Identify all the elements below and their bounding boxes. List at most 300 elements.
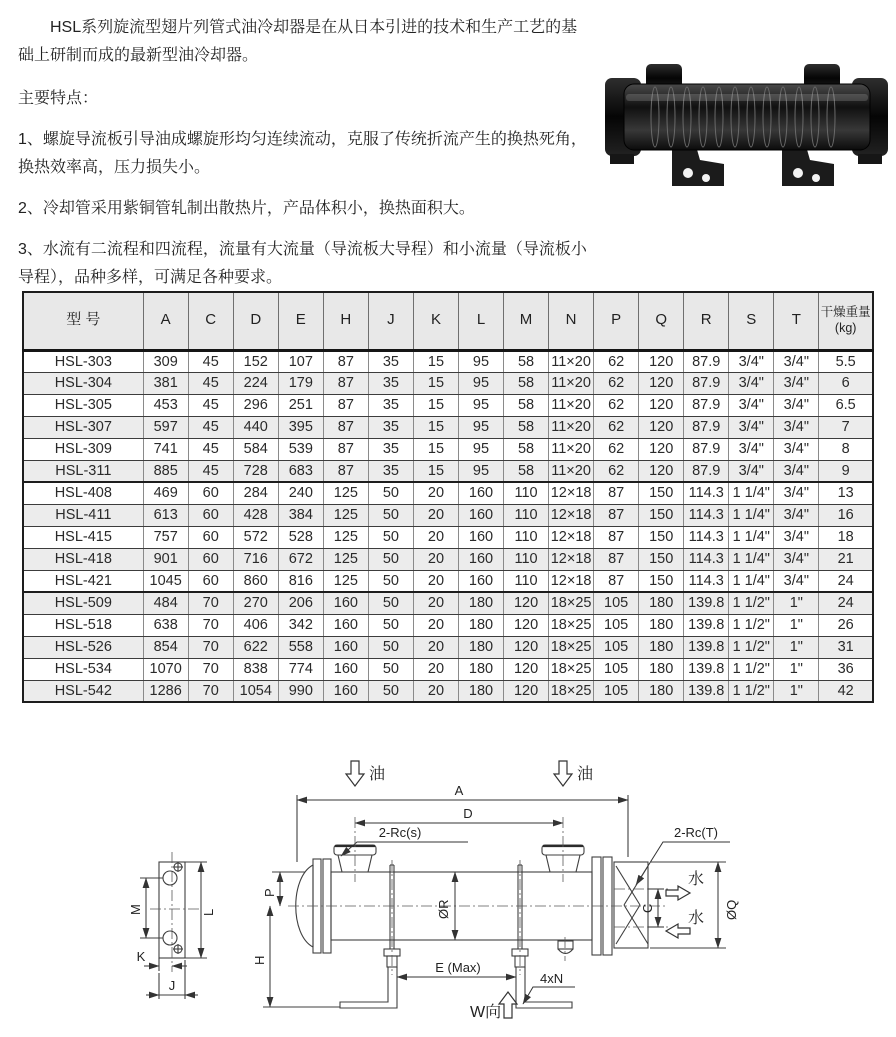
- value-cell: 42: [819, 680, 873, 702]
- value-cell: 18×25: [549, 658, 594, 680]
- value-cell: 990: [278, 680, 323, 702]
- value-cell: 58: [504, 350, 549, 372]
- feature-item-2: 2、冷却管采用紫铜管轧制出散热片，产品体积小，换热面积大。: [18, 200, 475, 217]
- model-cell: HSL-421: [23, 570, 143, 592]
- table-row: [23, 438, 873, 460]
- value-cell: 58: [504, 438, 549, 460]
- value-cell: 1286: [143, 680, 188, 702]
- value-cell: 757: [143, 526, 188, 548]
- main-side-view: [288, 817, 668, 1008]
- value-cell: 95: [458, 372, 503, 394]
- value-cell: 50: [368, 526, 413, 548]
- value-cell: 180: [639, 614, 684, 636]
- value-cell: 87.9: [684, 438, 729, 460]
- value-cell: 139.8: [684, 592, 729, 614]
- value-cell: 572: [233, 526, 278, 548]
- value-cell: 125: [323, 504, 368, 526]
- value-cell: 36: [819, 658, 873, 680]
- value-cell: 622: [233, 636, 278, 658]
- value-cell: 15: [413, 394, 458, 416]
- product-photo: [600, 56, 893, 202]
- value-cell: 139.8: [684, 680, 729, 702]
- value-cell: 1 1/4": [729, 482, 774, 504]
- value-cell: 105: [594, 636, 639, 658]
- table-row: [23, 482, 873, 504]
- value-cell: 1 1/4": [729, 548, 774, 570]
- value-cell: 15: [413, 460, 458, 482]
- value-cell: 50: [368, 614, 413, 636]
- value-cell: 1 1/2": [729, 680, 774, 702]
- value-cell: 125: [323, 548, 368, 570]
- value-cell: 20: [413, 614, 458, 636]
- value-cell: 8: [819, 438, 873, 460]
- value-cell: 120: [504, 680, 549, 702]
- end-view: [128, 852, 216, 999]
- value-cell: 160: [458, 482, 503, 504]
- table-row: [23, 350, 873, 372]
- value-cell: 3/4": [729, 460, 774, 482]
- water-label: 水: [688, 910, 705, 927]
- value-cell: 16: [819, 504, 873, 526]
- value-cell: 18: [819, 526, 873, 548]
- value-cell: 60: [188, 548, 233, 570]
- value-cell: 58: [504, 416, 549, 438]
- port-t-label: 2-Rc(T): [673, 825, 719, 840]
- value-cell: 35: [368, 416, 413, 438]
- value-cell: 125: [323, 526, 368, 548]
- column-header: J: [368, 292, 413, 350]
- value-cell: 160: [458, 548, 503, 570]
- column-header: N: [549, 292, 594, 350]
- dim-e: [397, 960, 516, 977]
- table-row: [23, 416, 873, 438]
- value-cell: 87: [594, 526, 639, 548]
- value-cell: 885: [143, 460, 188, 482]
- value-cell: 95: [458, 350, 503, 372]
- value-cell: 716: [233, 548, 278, 570]
- value-cell: 35: [368, 350, 413, 372]
- table-row: [23, 636, 873, 658]
- table-row: [23, 372, 873, 394]
- value-cell: 35: [368, 394, 413, 416]
- oil-cooler-photo-drawing: [600, 56, 893, 202]
- value-cell: 1 1/2": [729, 636, 774, 658]
- value-cell: 816: [278, 570, 323, 592]
- value-cell: 87: [594, 570, 639, 592]
- value-cell: 62: [594, 460, 639, 482]
- value-cell: 860: [233, 570, 278, 592]
- model-cell: HSL-304: [23, 372, 143, 394]
- value-cell: 1 1/2": [729, 592, 774, 614]
- dim-q-label: ØQ: [724, 899, 739, 920]
- value-cell: 3/4": [729, 372, 774, 394]
- description-block: [18, 14, 590, 292]
- value-cell: 5.5: [819, 350, 873, 372]
- value-cell: 1 1/4": [729, 570, 774, 592]
- value-cell: 1": [774, 592, 819, 614]
- model-cell: HSL-311: [23, 460, 143, 482]
- value-cell: 20: [413, 636, 458, 658]
- value-cell: 45: [188, 438, 233, 460]
- model-column-header: 型 号: [23, 292, 143, 350]
- value-cell: 18×25: [549, 614, 594, 636]
- dim-m: [128, 878, 163, 938]
- value-cell: 50: [368, 658, 413, 680]
- value-cell: 20: [413, 658, 458, 680]
- value-cell: 180: [458, 680, 503, 702]
- value-cell: 638: [143, 614, 188, 636]
- value-cell: 528: [278, 526, 323, 548]
- value-cell: 150: [639, 548, 684, 570]
- column-header: Q: [639, 292, 684, 350]
- value-cell: 20: [413, 548, 458, 570]
- table-row: [23, 592, 873, 614]
- column-header: K: [413, 292, 458, 350]
- value-cell: 95: [458, 416, 503, 438]
- value-cell: 120: [504, 636, 549, 658]
- value-cell: 150: [639, 526, 684, 548]
- table-header-row: [23, 292, 873, 350]
- dim-j-label: J: [168, 978, 176, 993]
- value-cell: 70: [188, 636, 233, 658]
- value-cell: 24: [819, 592, 873, 614]
- value-cell: 110: [504, 526, 549, 548]
- value-cell: 12×18: [549, 526, 594, 548]
- value-cell: 110: [504, 504, 549, 526]
- column-header: M: [504, 292, 549, 350]
- value-cell: 484: [143, 592, 188, 614]
- value-cell: 70: [188, 658, 233, 680]
- model-cell: HSL-309: [23, 438, 143, 460]
- value-cell: 395: [278, 416, 323, 438]
- value-cell: 584: [233, 438, 278, 460]
- value-cell: 120: [639, 416, 684, 438]
- oil-inlet-right: [554, 761, 593, 786]
- value-cell: 3/4": [774, 350, 819, 372]
- column-header: T: [774, 292, 819, 350]
- water-left-arrow-icon: [666, 924, 690, 938]
- value-cell: 672: [278, 548, 323, 570]
- small-hole-marks: [173, 862, 183, 954]
- model-cell: HSL-526: [23, 636, 143, 658]
- value-cell: 20: [413, 570, 458, 592]
- value-cell: 428: [233, 504, 278, 526]
- spec-table: [22, 291, 874, 703]
- value-cell: 24: [819, 570, 873, 592]
- table-row: [23, 526, 873, 548]
- value-cell: 160: [458, 526, 503, 548]
- value-cell: 1": [774, 658, 819, 680]
- column-header: C: [188, 292, 233, 350]
- right-foot: [782, 146, 834, 186]
- model-cell: HSL-542: [23, 680, 143, 702]
- model-cell: HSL-518: [23, 614, 143, 636]
- value-cell: 87.9: [684, 460, 729, 482]
- value-cell: 854: [143, 636, 188, 658]
- value-cell: 87: [323, 394, 368, 416]
- value-cell: 180: [639, 636, 684, 658]
- dim-p: [262, 872, 305, 906]
- value-cell: 50: [368, 504, 413, 526]
- value-cell: 114.3: [684, 548, 729, 570]
- value-cell: 901: [143, 548, 188, 570]
- value-cell: 539: [278, 438, 323, 460]
- value-cell: 11×20: [549, 438, 594, 460]
- value-cell: 62: [594, 438, 639, 460]
- value-cell: 45: [188, 460, 233, 482]
- left-foot: [672, 146, 724, 186]
- oil-inlet-left: [346, 761, 385, 786]
- value-cell: 3/4": [774, 570, 819, 592]
- value-cell: 1": [774, 636, 819, 658]
- model-cell: HSL-411: [23, 504, 143, 526]
- value-cell: 309: [143, 350, 188, 372]
- value-cell: 125: [323, 570, 368, 592]
- value-cell: 1": [774, 680, 819, 702]
- value-cell: 105: [594, 658, 639, 680]
- value-cell: 31: [819, 636, 873, 658]
- value-cell: 838: [233, 658, 278, 680]
- w-view-callout: [470, 992, 517, 1021]
- features-title: 主要特点：: [18, 90, 99, 107]
- value-cell: 11×20: [549, 416, 594, 438]
- table-row: [23, 658, 873, 680]
- feature-item-1: 1、螺旋导流板引导油成螺旋形均匀连续流动，克服了传统折流产生的换热死角，换热效率高，压力损失小。: [18, 131, 587, 176]
- value-cell: 180: [639, 680, 684, 702]
- value-cell: 3/4": [774, 416, 819, 438]
- dim-h: [252, 906, 340, 1007]
- dim-c: [640, 889, 664, 927]
- value-cell: 12×18: [549, 504, 594, 526]
- value-cell: 139.8: [684, 614, 729, 636]
- value-cell: 15: [413, 372, 458, 394]
- table-row: [23, 570, 873, 592]
- oil-label: 油: [369, 766, 386, 783]
- value-cell: 3/4": [774, 482, 819, 504]
- oil-down-arrow-icon: [554, 761, 572, 786]
- value-cell: 741: [143, 438, 188, 460]
- value-cell: 160: [323, 592, 368, 614]
- value-cell: 20: [413, 526, 458, 548]
- value-cell: 70: [188, 680, 233, 702]
- value-cell: 1 1/2": [729, 614, 774, 636]
- value-cell: 60: [188, 482, 233, 504]
- value-cell: 18×25: [549, 680, 594, 702]
- table-row: [23, 548, 873, 570]
- intro-paragraph: HSL系列旋流型翅片列管式油冷却器是在从日本引进的技术和生产工艺的基础上研制而成的最新型油冷却器。: [18, 19, 578, 64]
- dim-l: [185, 862, 216, 958]
- port-s-label: 2-Rc(s): [378, 825, 422, 840]
- value-cell: 6.5: [819, 394, 873, 416]
- value-cell: 180: [639, 658, 684, 680]
- value-cell: 50: [368, 636, 413, 658]
- n-holes-callout: [523, 971, 575, 1004]
- value-cell: 62: [594, 372, 639, 394]
- value-cell: 60: [188, 526, 233, 548]
- dim-d-label: D: [463, 806, 473, 821]
- dim-k-label: K: [136, 949, 146, 964]
- value-cell: 120: [504, 614, 549, 636]
- dim-m-label: M: [128, 904, 143, 915]
- value-cell: 87.9: [684, 350, 729, 372]
- value-cell: 12×18: [549, 570, 594, 592]
- value-cell: 1054: [233, 680, 278, 702]
- column-header: A: [143, 292, 188, 350]
- value-cell: 58: [504, 460, 549, 482]
- value-cell: 15: [413, 350, 458, 372]
- value-cell: 87: [323, 416, 368, 438]
- value-cell: 20: [413, 592, 458, 614]
- value-cell: 95: [458, 460, 503, 482]
- model-cell: HSL-418: [23, 548, 143, 570]
- table-row: [23, 394, 873, 416]
- value-cell: 105: [594, 592, 639, 614]
- value-cell: 62: [594, 350, 639, 372]
- value-cell: 3/4": [729, 438, 774, 460]
- table-row: [23, 460, 873, 482]
- value-cell: 87: [594, 504, 639, 526]
- dim-h-label: H: [252, 955, 267, 965]
- value-cell: 180: [639, 592, 684, 614]
- value-cell: 110: [504, 482, 549, 504]
- value-cell: 7: [819, 416, 873, 438]
- drain-plug: [558, 941, 573, 954]
- value-cell: 13: [819, 482, 873, 504]
- value-cell: 284: [233, 482, 278, 504]
- value-cell: 110: [504, 570, 549, 592]
- value-cell: 120: [504, 592, 549, 614]
- column-header: 干燥重量 (kg): [819, 292, 873, 350]
- value-cell: 45: [188, 350, 233, 372]
- value-cell: 180: [458, 636, 503, 658]
- value-cell: 160: [458, 570, 503, 592]
- value-cell: 120: [504, 658, 549, 680]
- w-view-label: W向: [470, 1004, 502, 1021]
- value-cell: 160: [458, 504, 503, 526]
- value-cell: 114.3: [684, 526, 729, 548]
- value-cell: 20: [413, 482, 458, 504]
- value-cell: 87: [323, 350, 368, 372]
- value-cell: 87: [594, 482, 639, 504]
- value-cell: 150: [639, 482, 684, 504]
- value-cell: 110: [504, 548, 549, 570]
- dim-r: [436, 872, 455, 940]
- value-cell: 6: [819, 372, 873, 394]
- value-cell: 1 1/4": [729, 504, 774, 526]
- spec-table-body: [23, 350, 873, 702]
- value-cell: 160: [323, 614, 368, 636]
- value-cell: 3/4": [774, 548, 819, 570]
- value-cell: 3/4": [729, 416, 774, 438]
- feature-item-3: 3、水流有二流程和四流程，流量有大流量（导流板大导程）和小流量（导流板小导程），品种多样，可满足各种要求。: [18, 241, 587, 286]
- value-cell: 180: [458, 658, 503, 680]
- value-cell: 87: [323, 460, 368, 482]
- value-cell: 1 1/2": [729, 658, 774, 680]
- value-cell: 296: [233, 394, 278, 416]
- column-header: E: [278, 292, 323, 350]
- value-cell: 50: [368, 570, 413, 592]
- value-cell: 120: [639, 372, 684, 394]
- value-cell: 35: [368, 438, 413, 460]
- value-cell: 20: [413, 680, 458, 702]
- column-header: S: [729, 292, 774, 350]
- value-cell: 160: [323, 658, 368, 680]
- value-cell: 150: [639, 570, 684, 592]
- value-cell: 240: [278, 482, 323, 504]
- value-cell: 35: [368, 372, 413, 394]
- dimension-diagram: [0, 745, 896, 1037]
- value-cell: 11×20: [549, 394, 594, 416]
- value-cell: 179: [278, 372, 323, 394]
- value-cell: 469: [143, 482, 188, 504]
- value-cell: 3/4": [729, 394, 774, 416]
- dim-a-label: A: [454, 783, 464, 798]
- water-in: [666, 909, 704, 938]
- value-cell: 87: [323, 438, 368, 460]
- value-cell: 114.3: [684, 504, 729, 526]
- value-cell: 120: [639, 394, 684, 416]
- model-cell: HSL-509: [23, 592, 143, 614]
- dim-e-label: E (Max): [435, 960, 481, 975]
- value-cell: 139.8: [684, 636, 729, 658]
- value-cell: 21: [819, 548, 873, 570]
- water-label: 水: [688, 871, 705, 888]
- value-cell: 597: [143, 416, 188, 438]
- value-cell: 114.3: [684, 482, 729, 504]
- value-cell: 45: [188, 372, 233, 394]
- value-cell: 160: [323, 680, 368, 702]
- table-row: [23, 504, 873, 526]
- dim-c-label: C: [640, 903, 655, 913]
- value-cell: 87.9: [684, 372, 729, 394]
- value-cell: 87.9: [684, 416, 729, 438]
- oil-down-arrow-icon: [346, 761, 364, 786]
- dim-l-label: L: [201, 908, 216, 916]
- water-out: [666, 870, 704, 900]
- value-cell: 160: [323, 636, 368, 658]
- value-cell: 1 1/4": [729, 526, 774, 548]
- value-cell: 1": [774, 614, 819, 636]
- value-cell: 26: [819, 614, 873, 636]
- value-cell: 125: [323, 482, 368, 504]
- value-cell: 20: [413, 504, 458, 526]
- model-cell: HSL-303: [23, 350, 143, 372]
- value-cell: 613: [143, 504, 188, 526]
- column-header: D: [233, 292, 278, 350]
- model-cell: HSL-415: [23, 526, 143, 548]
- value-cell: 180: [458, 592, 503, 614]
- value-cell: 58: [504, 394, 549, 416]
- value-cell: 105: [594, 614, 639, 636]
- port-s-callout: [341, 825, 468, 856]
- value-cell: 206: [278, 592, 323, 614]
- value-cell: 406: [233, 614, 278, 636]
- value-cell: 107: [278, 350, 323, 372]
- value-cell: 270: [233, 592, 278, 614]
- value-cell: 70: [188, 614, 233, 636]
- value-cell: 87: [594, 548, 639, 570]
- value-cell: 18×25: [549, 636, 594, 658]
- value-cell: 11×20: [549, 372, 594, 394]
- dim-d: [355, 806, 563, 823]
- oil-label: 油: [577, 766, 594, 783]
- value-cell: 9: [819, 460, 873, 482]
- value-cell: 342: [278, 614, 323, 636]
- value-cell: 60: [188, 570, 233, 592]
- dim-p-label: P: [262, 888, 277, 897]
- value-cell: 3/4": [774, 394, 819, 416]
- value-cell: 774: [278, 658, 323, 680]
